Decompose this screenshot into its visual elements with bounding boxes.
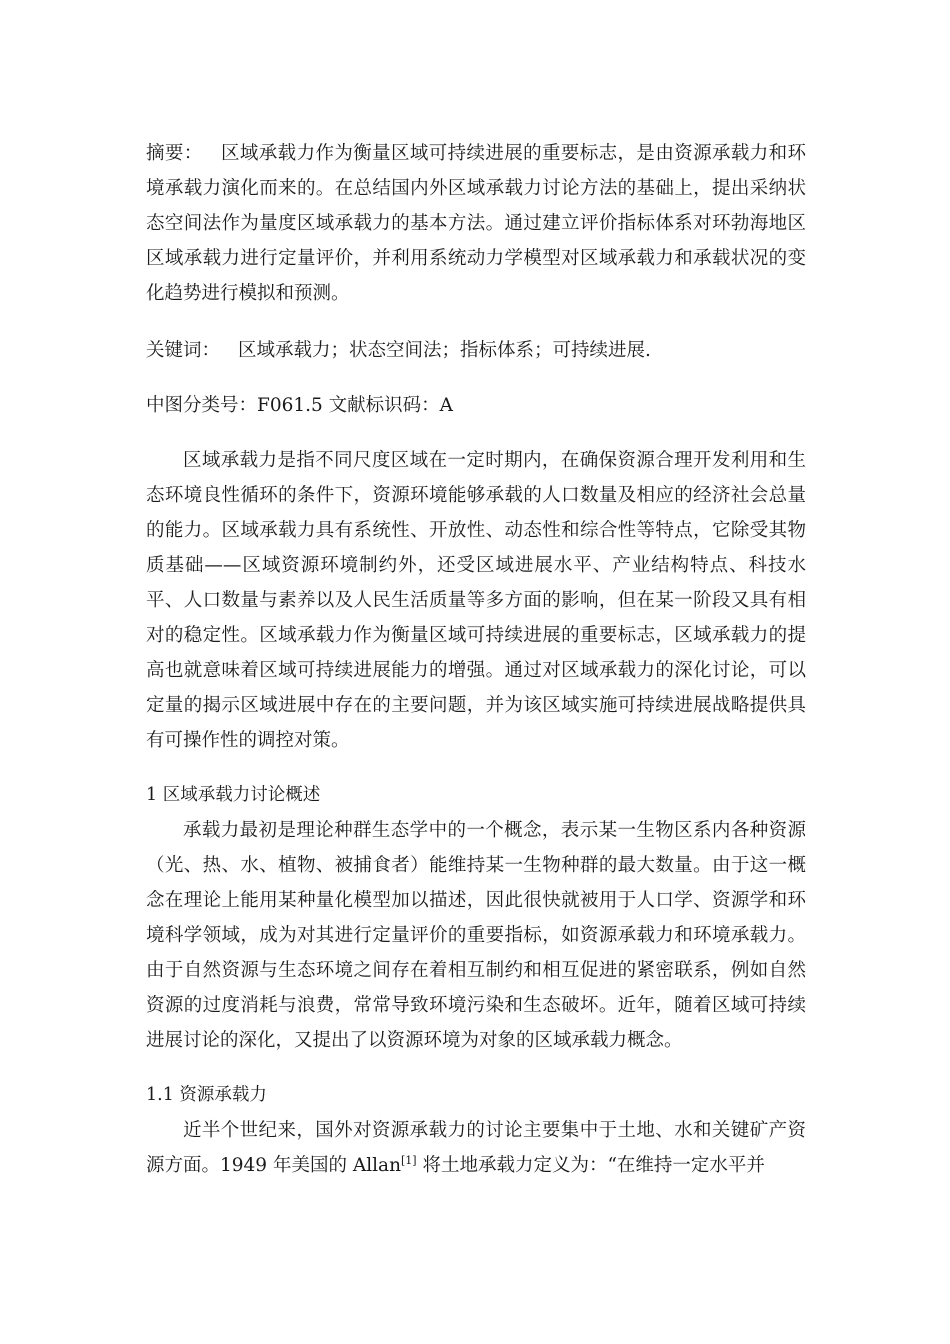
section-1-heading: 1 区域承载力讨论概述 — [146, 785, 321, 805]
keywords-text: 区域承载力；状态空间法；指标体系；可持续进展. — [238, 340, 651, 361]
classification-line: 中图分类号：F061.5 文献标识码：A — [146, 395, 454, 416]
keywords-label: 关键词： — [146, 340, 221, 361]
abstract-text: 区域承载力作为衡量区域可持续进展的重要标志，是由资源承载力和环境承载力演化而来的。在总结国内外区域承载力讨论方法的基础上，提出采纳状态空间法作为量度区域承载力的基本方法。通过建立评价指标体系对环勃海地区区域承载力进行定量评价，并利用系统动力学模型对区域承载力和承载状况的变化趋势进行模拟和预测。 — [146, 143, 806, 304]
keywords-paragraph — [146, 333, 806, 368]
abstract-label: 摘要： — [146, 143, 203, 164]
document-page — [146, 136, 806, 1183]
citation-ref: [1] — [400, 1153, 417, 1167]
section-1-1-text-before-ref: 近半个世纪来，国外对资源承载力的讨论主要集中于土地、水和关键矿产资源方面。1949 年美国的 Allan — [146, 1120, 806, 1176]
abstract-paragraph — [146, 136, 806, 311]
section-1-paragraph: 承载力最初是理论种群生态学中的一个概念，表示某一生物区系内各种资源（光、热、水、植物、被捕食者）能维持某一生物种群的最大数量。由于这一概念在理论上能用某种量化模型加以描述，因此很快就被用于人口学、资源学和环境科学领域，成为对其进行定量评价的重要指标，如资源承载力和环境承载力。由于自然资源与生态环境之间存在着相互制约和相互促进的紧密联系，例如自然资源的过度消耗与浪费，常常导致环境污染和生态破坏。近年，随着区域可持续进展讨论的深化，又提出了以资源环境为对象的区域承载力概念。 — [146, 820, 806, 1051]
intro-paragraph: 区域承载力是指不同尺度区域在一定时期内，在确保资源合理开发利用和生态环境良性循环的条件下，资源环境能够承载的人口数量及相应的经济社会总量的能力。区域承载力具有系统性、开放性、动态性和综合性等特点，它除受其物质基础——区域资源环境制约外，还受区域进展水平、产业结构特点、科技水平、人口数量与素养以及人民生活质量等多方面的影响，但在某一阶段又具有相对的稳定性。区域承载力作为衡量区域可持续进展的重要标志，区域承载力的提高也就意味着区域可持续进展能力的增强。通过对区域承载力的深化讨论，可以定量的揭示区域进展中存在的主要问题，并为该区域实施可持续进展战略提供具有可操作性的调控对策。 — [146, 450, 806, 751]
section-1-1-heading: 1.1 资源承载力 — [146, 1085, 267, 1105]
section-1-1-paragraph — [146, 1113, 806, 1183]
section-1-1-text-after-ref: 将土地承载力定义为：“在维持一定水平并 — [416, 1155, 765, 1176]
